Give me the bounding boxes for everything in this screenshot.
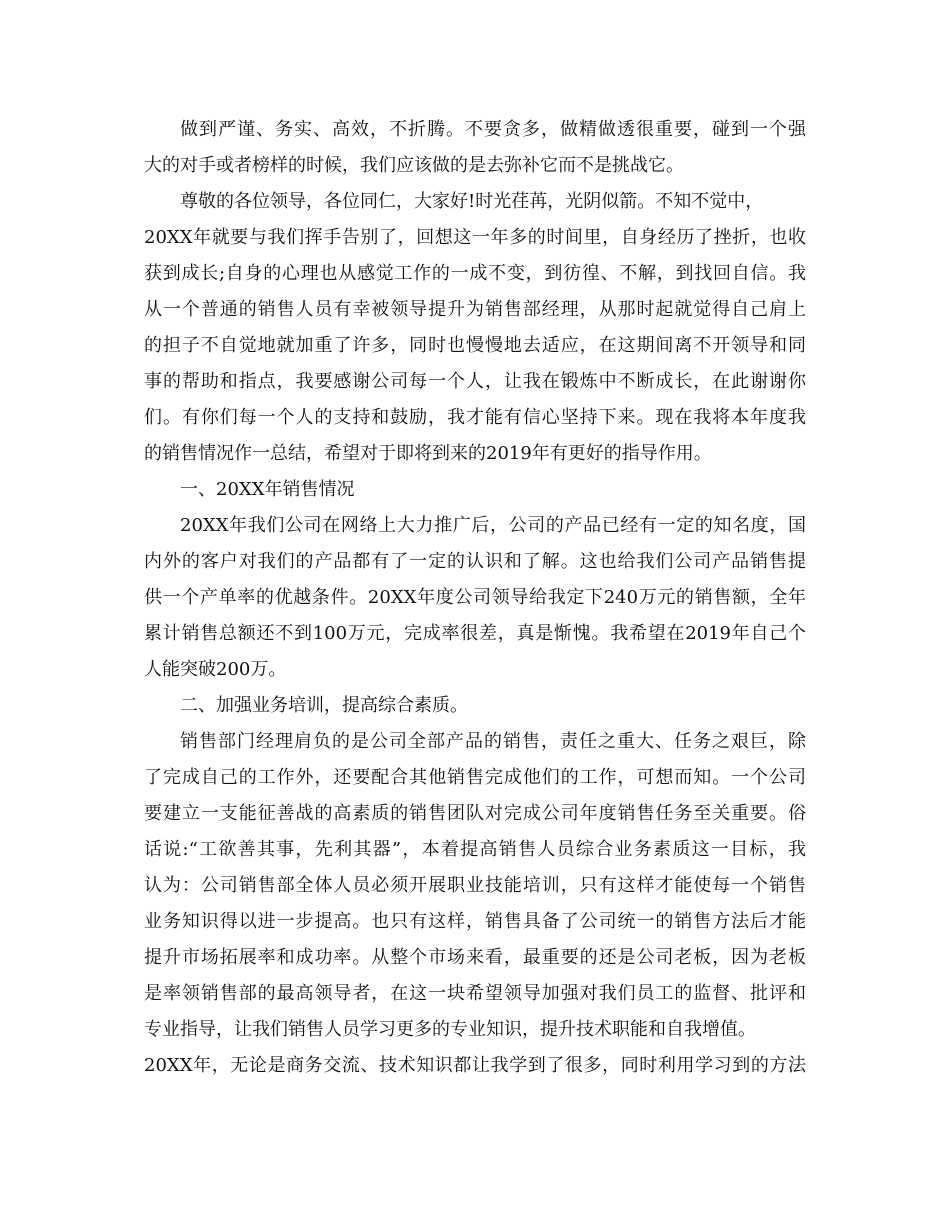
text-line: 专业指导，让我们销售人员学习更多的专业知识，提升技术职能和自我增值。 bbox=[144, 1019, 756, 1040]
text-line: 是率领销售部的最高领导者，在这一块希望领导加强对我们员工的监督、批评和 bbox=[144, 983, 806, 1004]
text-line: 20XX年我们公司在网络上大力推广后，公司的产品已经有一定的知名度，国 bbox=[180, 515, 806, 536]
text-line: 业务知识得以进一步提高。也只有这样，销售具备了公司统一的销售方法后才能 bbox=[144, 911, 806, 932]
text-line: 二、加强业务培训，提高综合素质。 bbox=[180, 695, 468, 716]
text-line: 话说:“工欲善其事，先利其器”，本着提高销售人员综合业务素质这一目标，我 bbox=[144, 839, 806, 860]
text-line: 20XX年，无论是商务交流、技术知识都让我学到了很多，同时利用学习到的方法 bbox=[144, 1055, 806, 1076]
document-body bbox=[144, 112, 806, 1084]
text-line: 获到成长;自身的心理也从感觉工作的一成不变，到彷徨、不解，到找回自信。我 bbox=[144, 263, 806, 284]
text-line: 销售部门经理肩负的是公司全部产品的销售，责任之重大、任务之艰巨，除 bbox=[180, 731, 806, 752]
text-line: 们。有你们每一个人的支持和鼓励，我才能有信心坚持下来。现在我将本年度我 bbox=[144, 407, 806, 428]
text-line: 累计销售总额还不到100万元，完成率很差，真是惭愧。我希望在2019年自己个 bbox=[144, 623, 806, 644]
text-line: 供一个产单率的优越条件。20XX年度公司领导给我定下240万元的销售额，全年 bbox=[144, 587, 806, 608]
text-line: 20XX年就要与我们挥手告别了，回想这一年多的时间里，自身经历了挫折，也收 bbox=[144, 227, 806, 248]
text-line: 内外的客户对我们的产品都有了一定的认识和了解。这也给我们公司产品销售提 bbox=[144, 551, 806, 572]
text-line: 一、20XX年销售情况 bbox=[180, 479, 355, 500]
text-line: 大的对手或者榜样的时候，我们应该做的是去弥补它而不是挑战它。 bbox=[144, 155, 684, 176]
text-line: 做到严谨、务实、高效，不折腾。不要贪多，做精做透很重要，碰到一个强 bbox=[180, 119, 806, 140]
text-line: 要建立一支能征善战的高素质的销售团队对完成公司年度销售任务至关重要。俗 bbox=[144, 803, 806, 824]
text-line: 从一个普通的销售人员有幸被领导提升为销售部经理，从那时起就觉得自己肩上 bbox=[144, 299, 806, 320]
text-line: 的销售情况作一总结，希望对于即将到来的2019年有更好的指导作用。 bbox=[144, 443, 712, 464]
text-line: 了完成自己的工作外，还要配合其他销售完成他们的工作，可想而知。一个公司 bbox=[144, 767, 806, 788]
text-line: 的担子不自觉地就加重了许多，同时也慢慢地去适应，在这期间离不开领导和同 bbox=[144, 335, 806, 356]
text-line: 提升市场拓展率和成功率。从整个市场来看，最重要的还是公司老板，因为老板 bbox=[144, 947, 806, 968]
text-line: 事的帮助和指点，我要感谢公司每一个人，让我在锻炼中不断成长，在此谢谢你 bbox=[144, 371, 806, 392]
text-line: 尊敬的各位领导，各位同仁，大家好!时光荏苒，光阴似箭。不知不觉中， bbox=[180, 191, 764, 212]
text-line: 人能突破200万。 bbox=[144, 659, 287, 680]
text-line: 认为：公司销售部全体人员必须开展职业技能培训，只有这样才能使每一个销售 bbox=[144, 875, 806, 896]
